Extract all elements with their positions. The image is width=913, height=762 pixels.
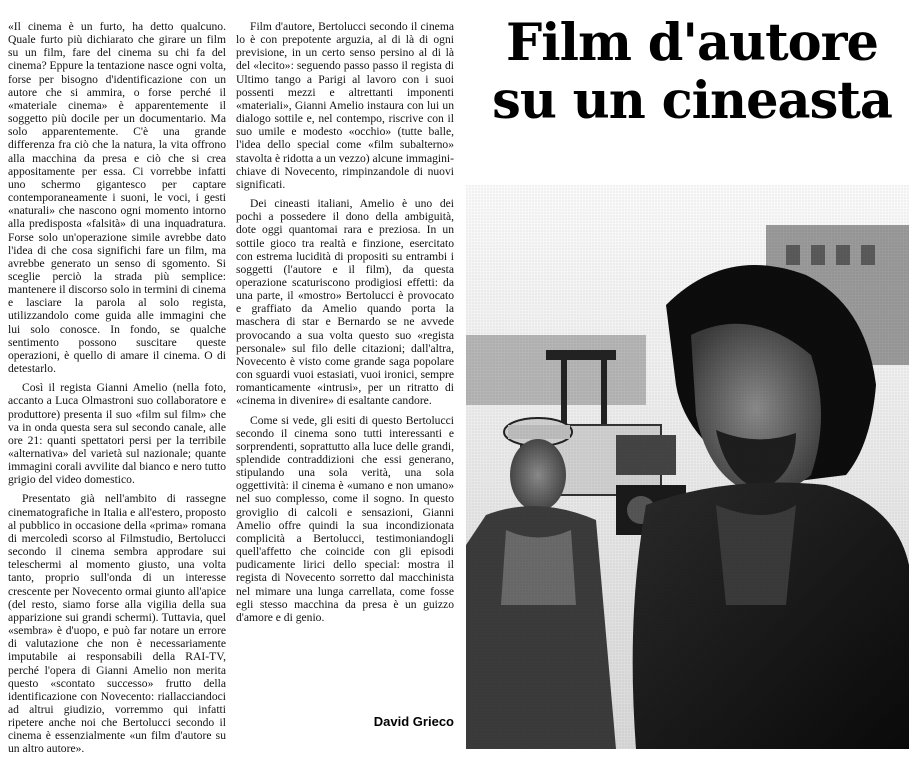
headline-line-1: Film d'autore (506, 13, 878, 73)
photo-illustration (466, 185, 909, 749)
paragraph-5: Dei cineasti italiani, Amelio è uno dei pochi a possedere il dono della ambiguità, dote oggi quantomai rara e preziosa. In un sottile gioco tra realtà e finzione, esercitato con estrema lucidità di propositi su entrambi i soggetti (l'autore e il film), da questa operazione scaturiscono prodigiosi effetti: da una parte, il «mostro» Bertolucci è provocato e graffiato da Amelio quando porta la maschera di star e Bernardo se ne avvede provocando a sua volta questo suo «regista personale» sul filo delle citazioni; dall'altra, Novecento è visto come grande saga popolare con sguardi vuoi estasiati, vuoi ironici, sempre romanticamente «intrusi», per un ritratto di «cinema in divenire» di esaltante candore. (236, 197, 454, 408)
paragraph-1: «Il cinema è un furto, ha detto qualcuno. Quale furto più dichiarato che girare un film su un film, fare del cinema su chi fa del cinema? Eppure la tentazione nasce ogni volta, forse per bisogno d'identificazione con un autore che si ammira, o forse perché il «materiale cinema» è apparentemente il soggetto più docile per un documentario. Ma solo apparentemente. C'è una grande differenza fra ciò che la natura, la vita offrono alla macchina da presa e ciò che si crea appositamente per essa. Ci vorrebbe infatti uno schermo gigantesco per captare contemporaneamente i suoni, le voci, i gesti «naturali» che nascono ogni momento intorno alla predisposta «falsità» di una inquadratura. Forse solo un'operazione simile avrebbe dato l'idea di che cosa significhi fare un film, ma avrebbe generato un senso di sgomento. Si sceglie perciò la strada più semplice: mantenere il discorso solo in termini di cinema e lasciare la parola al solo regista, utilizzandolo come guida alle immagini che lui solo conosce. In fondo, se qualche sentimento possono suscitare queste operazioni, è quello di amare il cinema. O di detestarlo. (8, 20, 226, 376)
headline (478, 14, 906, 130)
article-photo (466, 185, 909, 749)
paragraph-2: Così il regista Gianni Amelio (nella foto, accanto a Luca Olmastroni suo collaboratore e produttore) presenta il suo «film sul film» che va in onda questa sera sul secondo canale, alle ore 21: quanti spettatori persi per la terribile «alternativa» del varietà sul nazionale; quante immagini corali avvilite dal bianco e nero tutto grigio del video domestico. (8, 381, 226, 487)
paragraph-3: Presentato già nell'ambito di rassegne cinematografiche in Italia e all'estero, proposto al pubblico in occasione della «prima» romana di mercoledì scorso al Filmstudio, Bertolucci secondo il cinema sembra approdare sui teleschermi al momento giusto, una volta tanto, proprio sull'onda di un interesse crescente per Novecento ormai giunto all'apice (del resto, siamo forse alla vigilia della sua apparizione sui grandi schermi). Tuttavia, quel «sembra» è d'uopo, e può far notare un errore di valutazione che non è necessariamente imputabile ai responsabili della RAI-TV, perché l'opera di Gianni Amelio non merita questo «scontato successo» frutto della identificazione con Novecento: riallacciandoci ad altrui giudizio, vorremmo qui infatti ripetere anche noi che Bertolucci secondo il cinema è essenzialmente «un film d'autore su un altro autore». (8, 492, 226, 756)
paragraph-4: Film d'autore, Bertolucci secondo il cinema lo è con prepotente arguzia, al di là di ogni previsione, in un certo senso persino al di là del «lecito»: seguendo passo passo il regista di Ultimo tango a Parigi al lavoro con i suoi possenti mezzi e altrettanti imponenti «materiali», Gianni Amelio instaura con lui un dialogo sottile e, nel contempo, riscrive con il suo umile e modesto «occhio» (tutte balle, l'idea dello special come «film subalterno» stavolta è ridotta a un vezzo) alcune immagini-chiave di Novecento, rimpinzandole di nuovi significati. (236, 20, 454, 191)
article-column-2 (236, 20, 454, 630)
byline: David Grieco (373, 714, 454, 729)
paragraph-6: Come si vede, gli esiti di questo Bertolucci secondo il cinema sono tutti interessanti e sorprendenti, soprattutto alla luce delle grandi, splendide contraddizioni che essi generano, stipulando una sola verità, una sola oggettività: il cinema è «umano e non umano» nel suo complesso, come il sogno. In questo groviglio di calcoli e sensazioni, Gianni Amelio offre quindi la sua incondizionata complicità a Bertolucci, testimoniandogli quell'affetto che coincide con gli episodi pudicamente lirici dello special: mostra il regista di Novecento sorretto dal macchinista nel mimare una lunga carrellata, come fosse egli stesso macchina da presa è un guizzo d'amore e di genio. (236, 413, 454, 624)
headline-line-2: su un cineasta (492, 71, 892, 131)
article-column-1 (8, 20, 226, 762)
